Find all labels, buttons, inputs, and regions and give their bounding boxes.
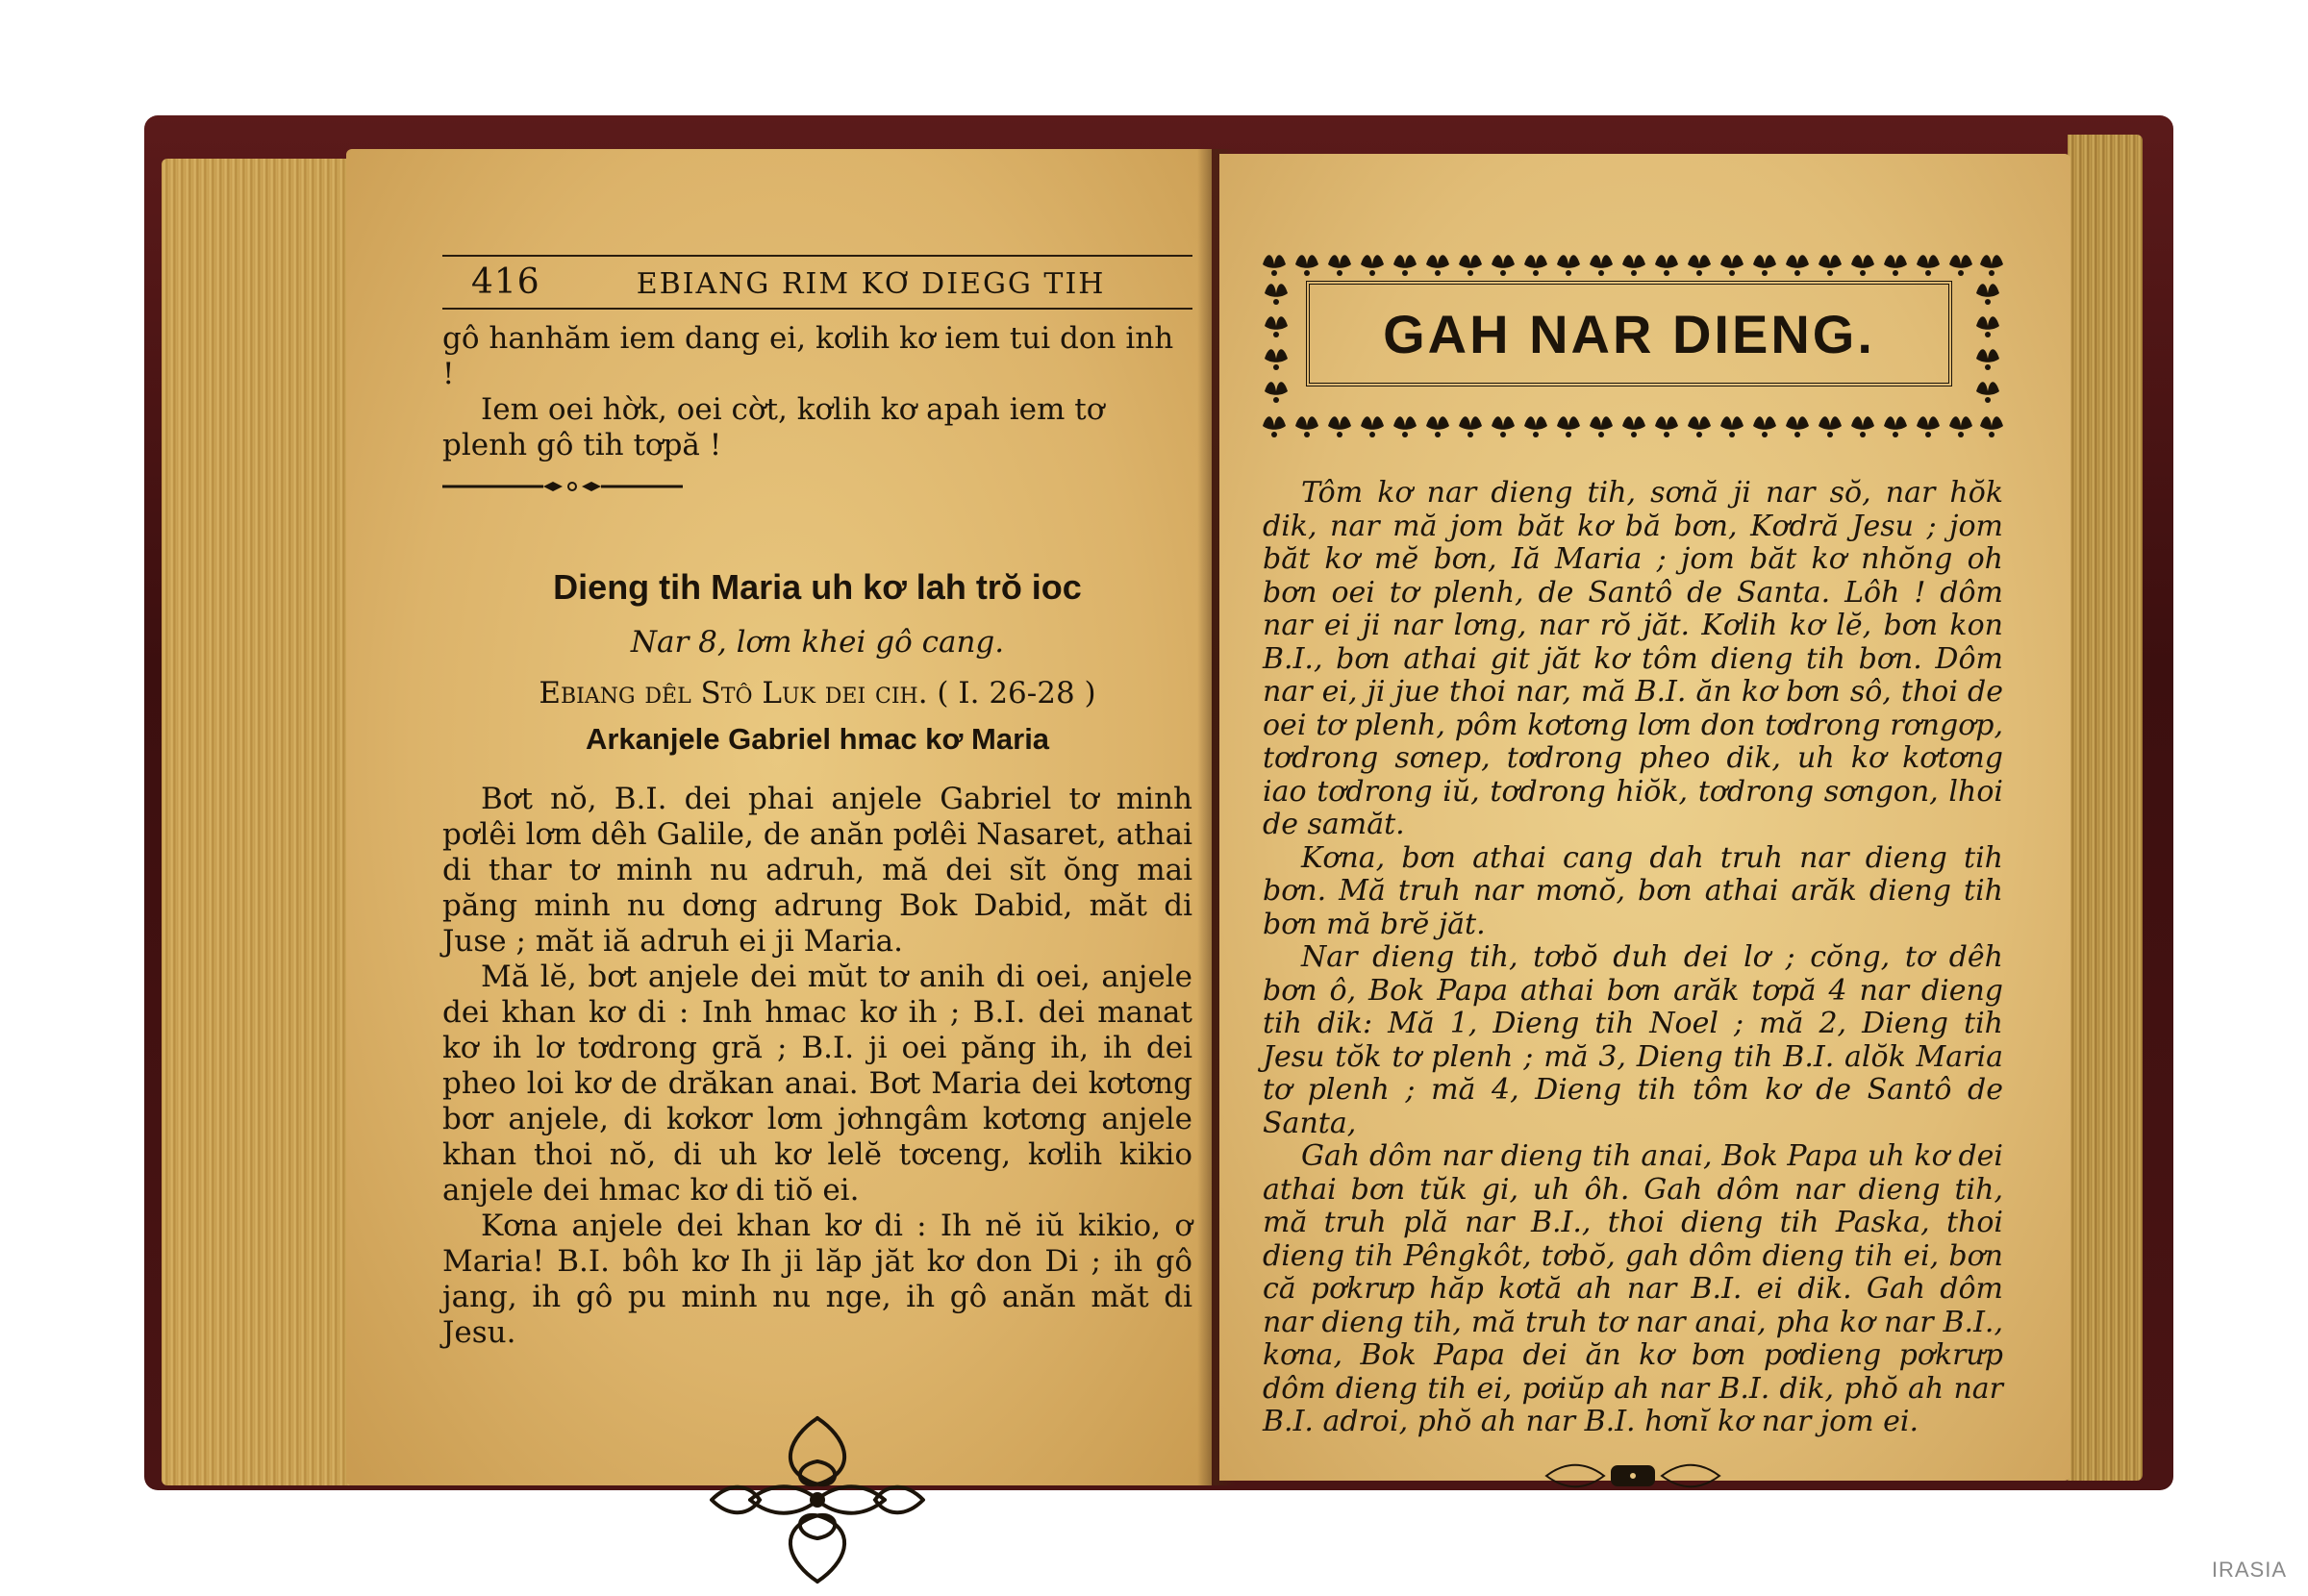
floral-ornament [692,1409,942,1591]
paragraph: Gah dôm nar dieng tih anai, Bok Papa uh kơ dei athai bơn tŭk gi, uh ôh. Gah dôm nar dieng tih, mă truh plă nar B.I., thoi dieng tih Paska, thoi dieng tih Pêngkôt, tơbŏ, gah dôm dieng tih ei, bơn că pơkrưp hăp kơtă ah nar B.I. ei dik. Gah dôm nar dieng tih, mă truh tơ nar anai, pha kơ nar B.I., kơna, Bok Papa dei ăn kơ bơn pơdieng pơkrưp dôm dieng tih ei, pơiŭp ah nar B.I. dik, phŏ ah nar B.I. adroi, phŏ ah nar B.I. hơnĭ kơ nar jom ei. [1263,1139,2003,1438]
left-page [346,149,1212,1485]
end-ornament [1537,1457,1729,1495]
paragraph: Nar dieng tih, tơbŏ duh dei lơ ; cŏng, tơ dêh bơn ô, Bok Papa athai bơn arăk tơpă 4 nar dieng tih dik: Mă 1, Dieng tih Noel ; mă 2, Dieng tih Jesu tŏk tơ plenh ; mă 3, Dieng tih B.I. alŏk Maria tơ plenh ; mă 4, Dieng tih tôm kơ de Santô de Santa, [1263,940,2003,1140]
fleuron-border-left [1263,279,1292,413]
fleuron-border-bottom [1263,411,2003,440]
page-heading: GAH NAR DIENG. [1383,303,1875,364]
fleuron-border-top [1263,250,2003,279]
reading-source: Ebiang dêl Stô Luk dei cih. ( I. 26-28 ) [539,676,1096,711]
heading-frame [1263,250,2003,442]
fleuron-border-right [1974,279,2003,413]
header-rule-bottom [442,308,1192,310]
watermark: IRASIA [2211,1558,2287,1582]
heading-box [1306,281,1952,387]
right-page [1219,154,2070,1481]
section-title: Dieng tih Maria uh kơ lah trŏ ioc [553,567,1082,607]
running-head [442,257,1192,308]
paragraph: Kơna anjele dei khan kơ di : Ih nĕ iŭ kikio, ơ Maria! B.I. bôh kơ Ih ji lăp jăt kơ don Di ; ih gô jang, ih gô pu minh nu nge, ih gô anăn măt di Jesu. [442,1209,1192,1350]
continued-line-1: gô hanhăm iem dang ei, kơlih kơ iem tui don inh ! [442,321,1174,391]
feast-date: Nar 8, lơm khei gô cang. [630,625,1005,660]
reading-title: Arkanjele Gabriel hmac kơ Maria [585,722,1050,756]
paragraph: Bơt nŏ, B.I. dei phai anjele Gabriel tơ minh pơlêi lơm dêh Galile, de anăn pơlêi Nasaret, athai di thar tơ minh nu adruh, mă dei sĭt ŏng mai păng minh nu dơng adrung Bok Dabid, măt di Juse ; măt iă adruh ei ji Maria. [442,782,1192,959]
paragraph: Tôm kơ nar dieng tih, sơnă ji nar sŏ, nar hŏk dik, nar mă jom băt kơ bă bơn, Kơdră Jesu ; jom băt kơ mĕ bơn, Iă Maria ; jom băt kơ nhŏng oh bơn oei tơ plenh, de Santô de Santa. Lôh ! dôm nar ei ji nar lơng, nar rŏ jăt. Kơlih kơ lĕ, bơn kon B.I., bơn athai git jăt kơ tôm dieng tih bơn. Dôm nar ei, ji jue thoi nar, mă B.I. ăn kơ bơn sô, thoi de oei tơ plenh, pôm kơtơng lơm don tơdrong rơngơp, tơdrong sơnep, tơdrong pheo dik, uh kơ kơtơng iao tơdrong iŭ, tơdrong hiŏk, tơdrong sơngon, lhoi de samăt. [1263,476,2003,841]
section-divider [442,479,683,494]
right-page-edges [2068,135,2143,1481]
paragraph: Mă lĕ, bơt anjele dei mŭt tơ anih di oei, anjele dei khan kơ di : Inh hmac kơ ih ; B.I. dei manat kơ ih lơ tơdrong gră ; B.I. ji oei păng ih, ih dei pheo loi kơ de drăkan anai. Bơt Maria dei kơtơng bơr anjele, di kơkơr lơm jơhngâm kơtơng anjele khan thoi nŏ, di uh kơ lelĕ tơceng, kơlih kikio anjele dei hmac kơ di tiŏ ei. [442,960,1192,1208]
paragraph: Kơna, bơn athai cang dah truh nar dieng tih bơn. Mă truh nar mơnŏ, bơn athai arăk dieng tih bơn mă brĕ jăt. [1263,840,2003,941]
page-number: 416 [471,262,540,302]
continued-line-2: Iem oei hờk, oei cờt, kơlih kơ apah iem tơ plenh gô tih tơpă ! [442,392,1105,462]
running-head-title: EBIANG RIM KƠ DIEGG TIH [636,267,1106,301]
